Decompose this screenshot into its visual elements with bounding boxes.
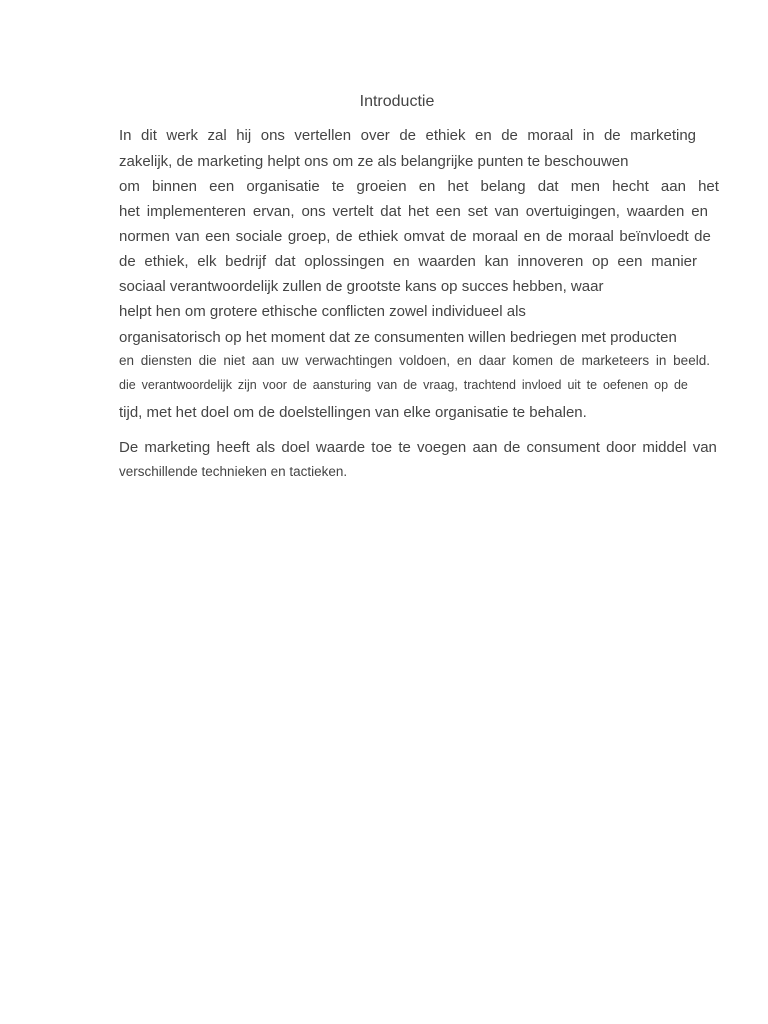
word: niet [223,353,246,368]
word: als [255,439,276,456]
word: organisatie [246,178,320,195]
word: moraal [568,228,614,245]
word: het [447,178,469,195]
paragraph-line: tijd, met het doel om de doelstellingen van elke organisatie te behalen. [119,404,587,421]
paragraph-line [119,127,696,144]
word: aansturing [312,378,372,392]
word: voor [262,378,287,392]
paragraph-line [119,228,711,245]
word: de [403,378,418,392]
word: hecht [612,178,649,195]
word: in [655,353,667,368]
word: aan [472,439,498,456]
word: vertelt [332,203,374,220]
word: en [392,253,410,270]
word: een [617,253,643,270]
paragraph-line: helpt hen om grotere ethische conflicten zowel individueel als [119,303,526,320]
word: de [603,127,621,144]
word: marketing [144,439,211,456]
word: en [418,178,436,195]
word: oplossingen [304,253,385,270]
word: doel [281,439,310,456]
word: aan [660,178,686,195]
word: ons [301,203,326,220]
word: set [467,203,488,220]
word: marketeers [581,353,650,368]
word: ons [260,127,285,144]
word: aan [251,353,275,368]
word: men [570,178,600,195]
word: de [450,228,467,245]
word: de [119,253,136,270]
word: zijn [237,378,257,392]
word: In [119,127,132,144]
word: een [205,228,231,245]
word: op [592,253,609,270]
word: diensten [140,353,192,368]
word: groep, [287,228,331,245]
word: uit [567,378,581,392]
word: die [119,378,136,392]
paragraph-line [119,203,708,220]
word: de [292,378,307,392]
word: manier [651,253,697,270]
paragraph-line: zakelijk, de marketing helpt ons om ze als belangrijke punten te beschouwen [119,153,629,170]
word: ethiek, [144,253,189,270]
word: middel [642,439,687,456]
word: implementeren [146,203,246,220]
word: om [119,178,140,195]
word: moraal [527,127,574,144]
paragraph-line [119,353,710,368]
word: in [582,127,595,144]
word: vertellen [294,127,352,144]
word: van [494,203,519,220]
word: het [119,203,140,220]
word: heeft [216,439,250,456]
word: ervan, [252,203,295,220]
word: die [198,353,217,368]
word: ethiek [425,127,466,144]
word: consument [526,439,600,456]
word: kan [484,253,509,270]
word: overtuigingen, [525,203,620,220]
word: invloed [521,378,562,392]
word: van [692,439,717,456]
word: dat [380,203,402,220]
word: de [559,353,575,368]
paragraph-line [119,253,697,270]
word: innoveren [517,253,584,270]
word: te [586,378,598,392]
paragraph-line: sociaal verantwoordelijk zullen de grootste kans op succes hebben, waar [119,278,604,295]
word: De [119,439,139,456]
word: het [408,203,429,220]
word: hij [236,127,252,144]
word: dit [141,127,157,144]
paragraph-line: verschillende technieken en tactieken. [119,464,348,479]
word: toe [371,439,393,456]
word: een [435,203,461,220]
word: van [377,378,398,392]
word: de [399,127,416,144]
paragraph-line [119,439,717,456]
word: waarden [418,253,476,270]
word: oefenen [602,378,649,392]
word: van [175,228,200,245]
word: te [331,178,345,195]
word: zal [207,127,227,144]
word: moraal [472,228,519,245]
word: waarde [315,439,366,456]
word: marketing [630,127,696,144]
paragraph-line: organisatorisch op het moment dat ze consumenten willen bedriegen met producten [119,329,677,346]
word: komen [512,353,554,368]
word: waarden [626,203,685,220]
word: te [398,439,411,456]
word: verantwoordelijk [141,378,232,392]
word: werk [166,127,199,144]
word: belang [480,178,526,195]
page-title: Introductie [359,93,435,110]
word: groeien [356,178,407,195]
word: uw [281,353,299,368]
paragraph-line [119,178,719,195]
word: dat [274,253,296,270]
word: beïnvloedt [619,228,689,245]
word: voegen [417,439,467,456]
word: en [456,353,472,368]
word: bedrijf [225,253,266,270]
word: beeld. [673,353,710,368]
word: en [691,203,708,220]
word: op [654,378,669,392]
word: trachtend [463,378,516,392]
word: voldoen, [399,353,451,368]
word: een [209,178,235,195]
word: omvat [403,228,445,245]
word: binnen [151,178,198,195]
word: de [503,439,521,456]
word: ethiek [358,228,399,245]
word: over [360,127,390,144]
word: de [501,127,518,144]
word: de [545,228,563,245]
word: daar [478,353,506,368]
word: en [119,353,135,368]
word: sociale [235,228,283,245]
word: door [606,439,637,456]
word: het [698,178,719,195]
word: vraag, [423,378,458,392]
word: elk [197,253,217,270]
word: de [335,228,353,245]
word: normen [119,228,170,245]
word: verwachtingen [305,353,393,368]
word: dat [537,178,559,195]
word: de [694,228,711,245]
word: en [523,228,541,245]
word: de [673,378,688,392]
paragraph-line [119,378,688,392]
word: en [475,127,492,144]
